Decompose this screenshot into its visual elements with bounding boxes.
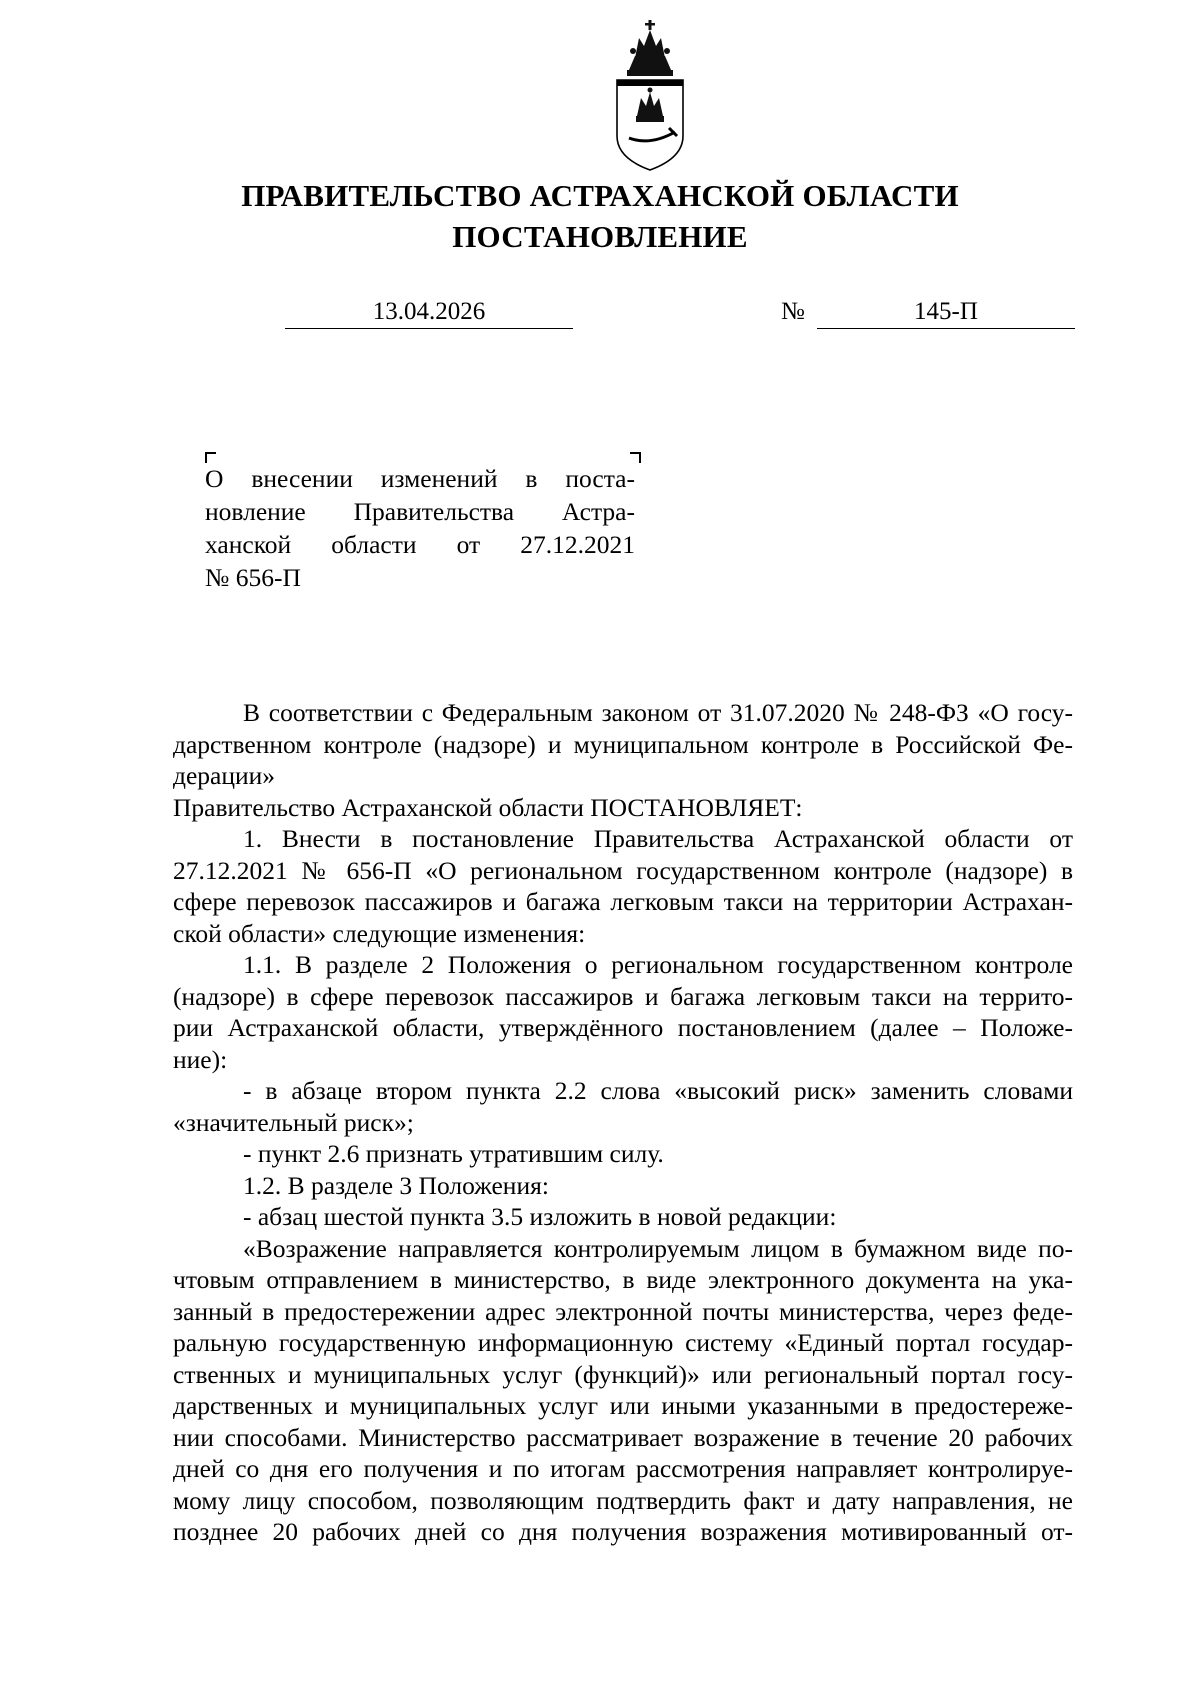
document-type-title: ПОСТАНОВЛЕНИЕ xyxy=(452,219,748,254)
body-line: 1.1. В разделе 2 Положения о региональном государственном контроле xyxy=(243,950,1073,979)
body-line: нии способами. Министерство рассматривает возражение в течение 20 рабочих xyxy=(173,1422,1073,1452)
body-line: ской области» следующие изменения: xyxy=(173,918,586,948)
body-line: дней со дня его получения и по итогам рассмотрения направляет контролируе- xyxy=(173,1454,1073,1483)
subject-line: новление Правительства Астра- xyxy=(205,497,635,526)
body-line: мому лицу способом, позволяющим подтвердить факт и дату направления, не xyxy=(173,1485,1073,1515)
number-sign: № xyxy=(781,298,805,325)
body-line: дарственном контроле (надзоре) и муниципальном контроле в Российской Фе- xyxy=(173,729,1073,759)
subject-line: О внесении изменений в поста- xyxy=(205,464,635,493)
document-subject xyxy=(205,462,635,594)
organization-title: ПРАВИТЕЛЬСТВО АСТРАХАНСКОЙ ОБЛАСТИ xyxy=(241,178,959,213)
document-number: 145-П xyxy=(817,296,1075,329)
body-line: - в абзаце втором пункта 2.2 слова «высокий риск» заменить словами xyxy=(243,1076,1073,1105)
subject-line: ханской области от 27.12.2021 xyxy=(205,530,635,559)
body-line: рии Астраханской области, утверждённого постановлением (далее – Положе- xyxy=(173,1013,1073,1042)
body-line: ральную государственную информационную систему «Единый портал государ- xyxy=(173,1328,1073,1357)
body-line: чтовым отправлением в министерство, в виде электронного документа на ука- xyxy=(173,1265,1073,1294)
body-line: (надзоре) в сфере перевозок пассажиров и багажа легковым такси на террито- xyxy=(173,981,1073,1011)
body-line: - абзац шестой пункта 3.5 изложить в новой редакции: xyxy=(243,1202,837,1231)
body-line: В соответствии с Федеральным законом от 31.07.2020 № 248-ФЗ «О госу- xyxy=(243,698,1073,727)
body-line: ние): xyxy=(173,1044,228,1074)
body-line: занный в предостережении адрес электронной почты министерства, через феде- xyxy=(173,1296,1073,1326)
body-line: 1. Внести в постановление Правительства Астраханской области от xyxy=(243,824,1073,853)
body-line: - пункт 2.6 признать утратившим силу. xyxy=(243,1139,664,1168)
body-line: дарственных и муниципальных услуг или иными указанными в предостереже- xyxy=(173,1391,1073,1420)
body-line: Правительство Астраханской области ПОСТАНОВЛЯЕТ: xyxy=(173,792,803,822)
document-body xyxy=(173,697,1073,1548)
body-line: позднее 20 рабочих дней со дня получения возражения мотивированный от- xyxy=(173,1517,1073,1546)
body-line: дерации» xyxy=(173,761,276,790)
document-date: 13.04.2026 xyxy=(285,296,573,329)
body-line: ственных и муниципальных услуг (функций)» или региональный портал госу- xyxy=(173,1359,1073,1389)
coat-of-arms-emblem xyxy=(605,18,695,173)
body-line: «значительный риск»; xyxy=(173,1107,414,1137)
subject-line: № 656-П xyxy=(205,563,301,592)
body-line: 27.12.2021 № 656-П «О региональном государственном контроле (надзоре) в xyxy=(173,855,1073,885)
body-line: «Возражение направляется контролируемым лицом в бумажном виде по- xyxy=(243,1233,1073,1263)
body-line: 1.2. В разделе 3 Положения: xyxy=(243,1170,549,1200)
body-line: сфере перевозок пассажиров и багажа легковым такси на территории Астрахан- xyxy=(173,887,1073,916)
